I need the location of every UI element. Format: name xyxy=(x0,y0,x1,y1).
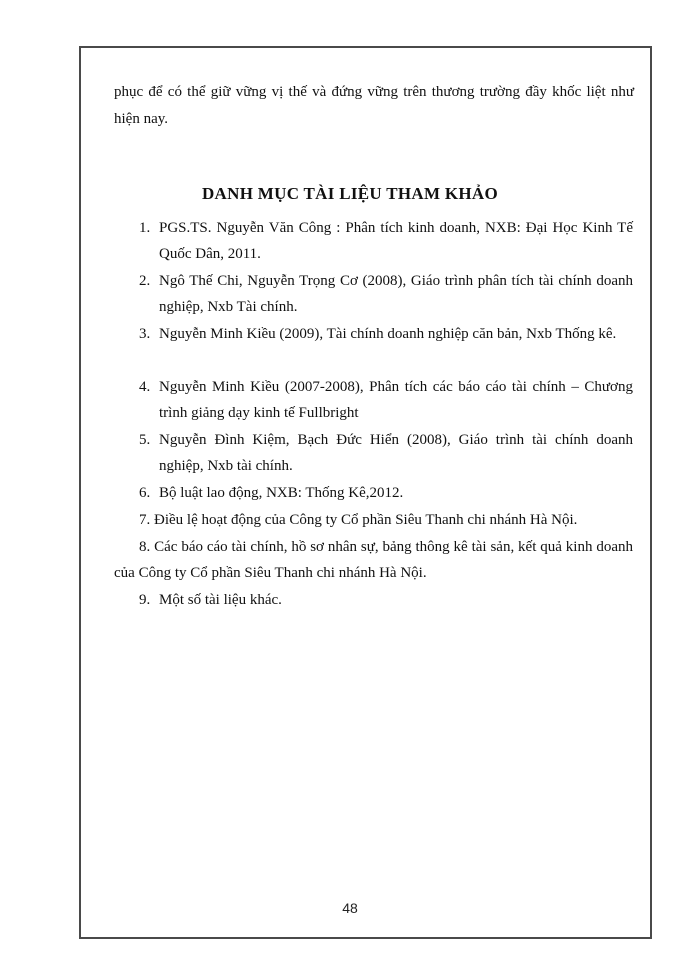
reference-item xyxy=(139,587,633,613)
reference-number: 3. xyxy=(139,326,151,342)
reference-text: Nguyễn Đình Kiệm, Bạch Đức Hiển (2008), Giáo trình tài chính doanh nghiệp, Nxb tài chính. xyxy=(159,432,633,474)
reference-text: Bộ luật lao động, NXB: Thống Kê,2012. xyxy=(159,485,404,501)
reference-number: 1. xyxy=(139,220,151,236)
reference-number: 2. xyxy=(139,273,151,289)
reference-text: Ngô Thế Chi, Nguyễn Trọng Cơ (2008), Giáo trình phân tích tài chính doanh nghiệp, Nxb Tài chính. xyxy=(159,273,633,315)
reference-text: Một số tài liệu khác. xyxy=(159,592,282,608)
page-number: 48 xyxy=(342,900,358,916)
reference-text: PGS.TS. Nguyễn Văn Công : Phân tích kinh doanh, NXB: Đại Học Kinh Tế Quốc Dân, 2011. xyxy=(159,220,633,262)
reference-text: 8. Các báo cáo tài chính, hồ sơ nhân sự, bảng thông kê tài sản, kết quả kinh doanh của Công ty Cổ phần Siêu Thanh chi nhánh Hà Nội. xyxy=(114,539,633,581)
reference-item xyxy=(139,215,633,267)
reference-text: Nguyễn Minh Kiều (2009), Tài chính doanh nghiệp căn bản, Nxb Thống kê. xyxy=(159,326,617,342)
section-title: DANH MỤC TÀI LIỆU THAM KHẢO xyxy=(201,184,499,203)
reference-text: Nguyễn Minh Kiều (2007-2008), Phân tích các báo cáo tài chính – Chương trình giảng dạy kinh tế Fullbright xyxy=(159,379,633,421)
reference-number: 6. xyxy=(139,485,151,501)
reference-number: 9. xyxy=(139,592,151,608)
reference-item xyxy=(139,427,633,479)
reference-item xyxy=(139,268,633,320)
reference-item xyxy=(114,507,633,533)
reference-number: 5. xyxy=(139,432,151,448)
reference-item xyxy=(139,480,633,506)
reference-item xyxy=(114,534,633,586)
reference-item xyxy=(139,374,633,426)
reference-text: 7. Điều lệ hoạt động của Công ty Cổ phần Siêu Thanh chi nhánh Hà Nội. xyxy=(139,512,578,528)
reference-item xyxy=(139,321,633,347)
reference-number: 4. xyxy=(139,379,151,395)
body-paragraph: phục để có thể giữ vững vị thế và đứng vững trên thương trường đầy khốc liệt như hiện nay. xyxy=(114,84,634,127)
